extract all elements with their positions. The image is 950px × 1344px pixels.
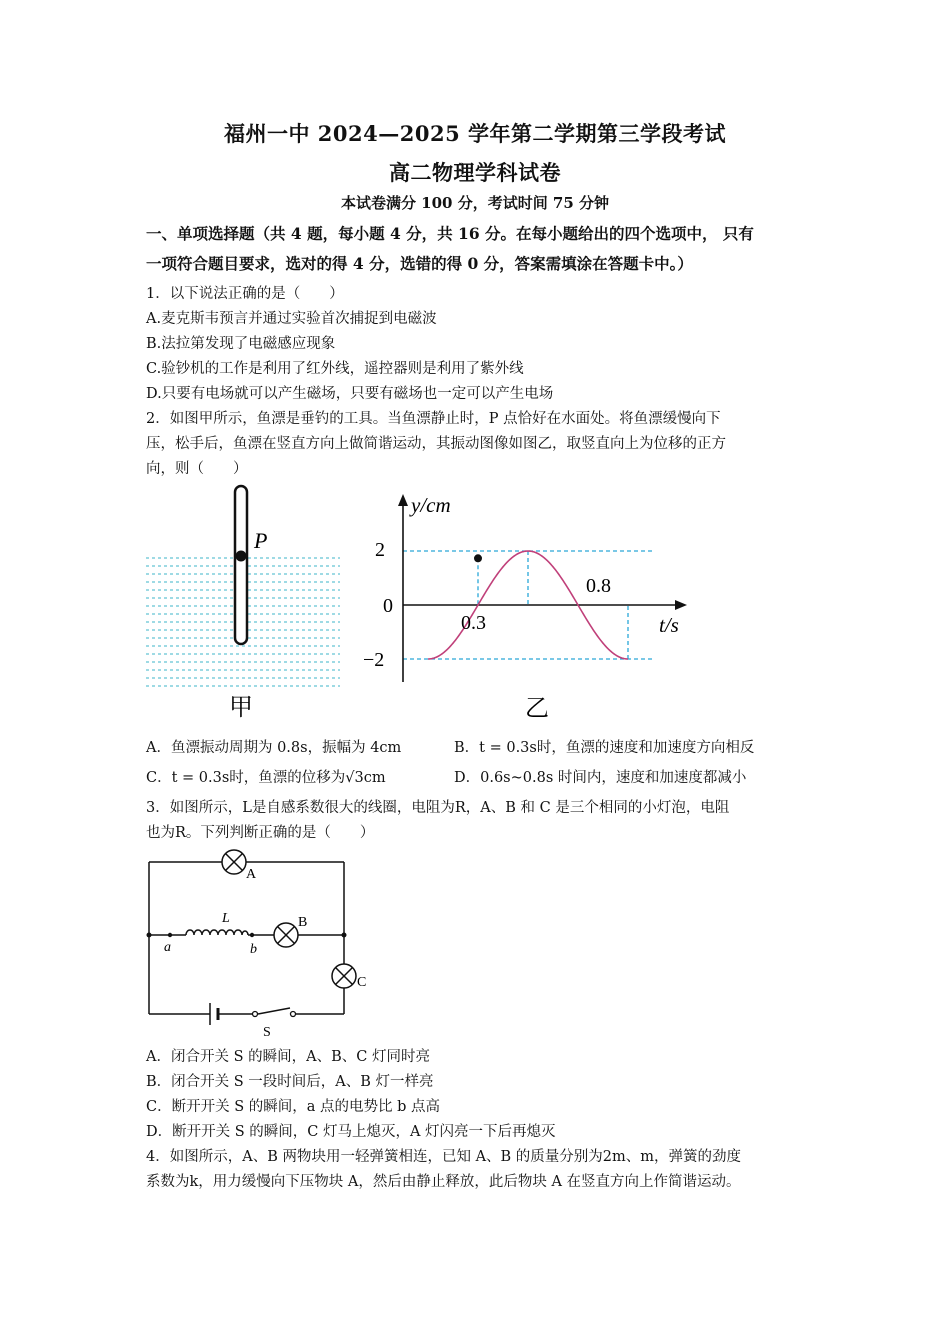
q3-stem-line1: 3．如图所示，L是自感系数很大的线圈，电阻为R，A、B 和 C 是三个相同的小灯泡，电阻: [146, 800, 730, 816]
section-heading-line2: 一项符合题目要求，选对的得 4 分，选错的得 0 分，答案需填涂在答题卡中。）: [146, 254, 693, 273]
q2-stem-line1: 2．如图甲所示，鱼漂是垂钓的工具。当鱼漂静止时，P 点恰好在水面处。将鱼漂缓慢向下: [146, 411, 721, 427]
q1-option-a: A.麦克斯韦预言并通过实验首次捕捉到电磁波: [146, 311, 437, 327]
float-body: [235, 486, 247, 644]
label-l: L: [222, 911, 230, 926]
q2-option-a: A．鱼漂振动周期为 0.8s，振幅为 4cm: [146, 740, 402, 756]
section-heading-line1: 一、单项选择题（共 4 题，每小题 4 分，共 16 分。在每小题给出的四个选项中， 只有: [146, 224, 754, 243]
q2-stem-line2: 压，松手后，鱼漂在竖直方向上做简谐运动，其振动图像如图乙，取竖直向上为位移的正方: [146, 436, 726, 452]
q2-option-b: B．t = 0.3s时，鱼漂的速度和加速度方向相反: [454, 740, 755, 756]
caption-jia: 甲: [229, 695, 253, 721]
q3-option-a: A．闭合开关 S 的瞬间，A、B、C 灯同时亮: [146, 1049, 430, 1065]
figure-circuit: [140, 846, 380, 1042]
q3-option-d: D．断开开关 S 的瞬间，C 灯马上熄灭，A 灯闪亮一下后再熄灭: [146, 1124, 556, 1140]
node-a-dot: [168, 933, 172, 937]
figure-float: [140, 480, 345, 725]
switch-contact-right: [291, 1012, 296, 1017]
caption-yi: 乙: [525, 696, 549, 722]
q2-stem-line3: 向，则（ ）: [146, 461, 248, 477]
y-axis-arrow: [398, 494, 408, 506]
q1-stem: 1．以下说法正确的是（ ）: [146, 286, 344, 302]
x-axis-arrow: [675, 600, 687, 610]
q1-option-d: D.只要有电场就可以产生磁场，只要有磁场也一定可以产生电场: [146, 386, 554, 402]
y-tick-neg2: −2: [363, 649, 385, 671]
x-tick-0.3: 0.3: [461, 612, 486, 634]
junction-left: [147, 933, 152, 938]
q2-option-c: C．t = 0.3s时，鱼漂的位移为√3cm: [146, 770, 386, 786]
exam-subtitle: 高二物理学科试卷: [389, 160, 561, 185]
q3-option-b: B．闭合开关 S 一段时间后，A、B 灯一样亮: [146, 1074, 434, 1090]
lamp-a: [222, 850, 246, 874]
y-axis-label: y/cm: [411, 493, 451, 517]
label-a-lamp: A: [246, 867, 257, 882]
y-tick-0: 0: [383, 595, 393, 617]
point-p-label: P: [254, 528, 268, 553]
lamp-b: [274, 923, 298, 947]
q4-stem-line1: 4．如图所示，A、B 两物块用一轻弹簧相连，已知 A、B 的质量分别为2m、m，弹簧的劲度: [146, 1149, 742, 1165]
x-tick-0.8: 0.8: [586, 575, 611, 597]
q1-option-b: B.法拉第发现了电磁感应现象: [146, 336, 336, 352]
exam-info: 本试卷满分 100 分，考试时间 75 分钟: [340, 194, 610, 212]
q3-option-c: C．断开开关 S 的瞬间，a 点的电势比 b 点高: [146, 1099, 440, 1115]
q1-option-c: C.验钞机的工作是利用了红外线，遥控器则是利用了紫外线: [146, 361, 524, 377]
exam-title: 福州一中 2024—2025 学年第二学期第三学段考试: [223, 121, 726, 146]
point-p: [236, 551, 247, 562]
marked-point: [474, 554, 482, 562]
x-axis-label: t/s: [659, 613, 679, 637]
label-c-lamp: C: [357, 975, 367, 990]
junction-right: [342, 933, 347, 938]
inductor-coil: [186, 930, 248, 935]
label-switch: S: [263, 1025, 271, 1040]
q4-stem-line2: 系数为k，用力缓慢向下压物块 A，然后由静止释放，此后物块 A 在竖直方向上作简谐运动。: [146, 1174, 741, 1190]
switch-contact-left: [253, 1012, 258, 1017]
node-b-dot: [250, 933, 254, 937]
q2-option-d: D．0.6s~0.8s 时间内，速度和加速度都减小: [454, 770, 747, 786]
y-tick-2: 2: [375, 539, 385, 561]
figure-wave-graph: [345, 484, 695, 724]
label-node-b: b: [250, 942, 257, 957]
q3-stem-line2: 也为R。下列判断正确的是（ ）: [146, 825, 375, 841]
lamp-c: [332, 964, 356, 988]
label-b-lamp: B: [298, 915, 308, 930]
label-node-a: a: [164, 940, 171, 955]
